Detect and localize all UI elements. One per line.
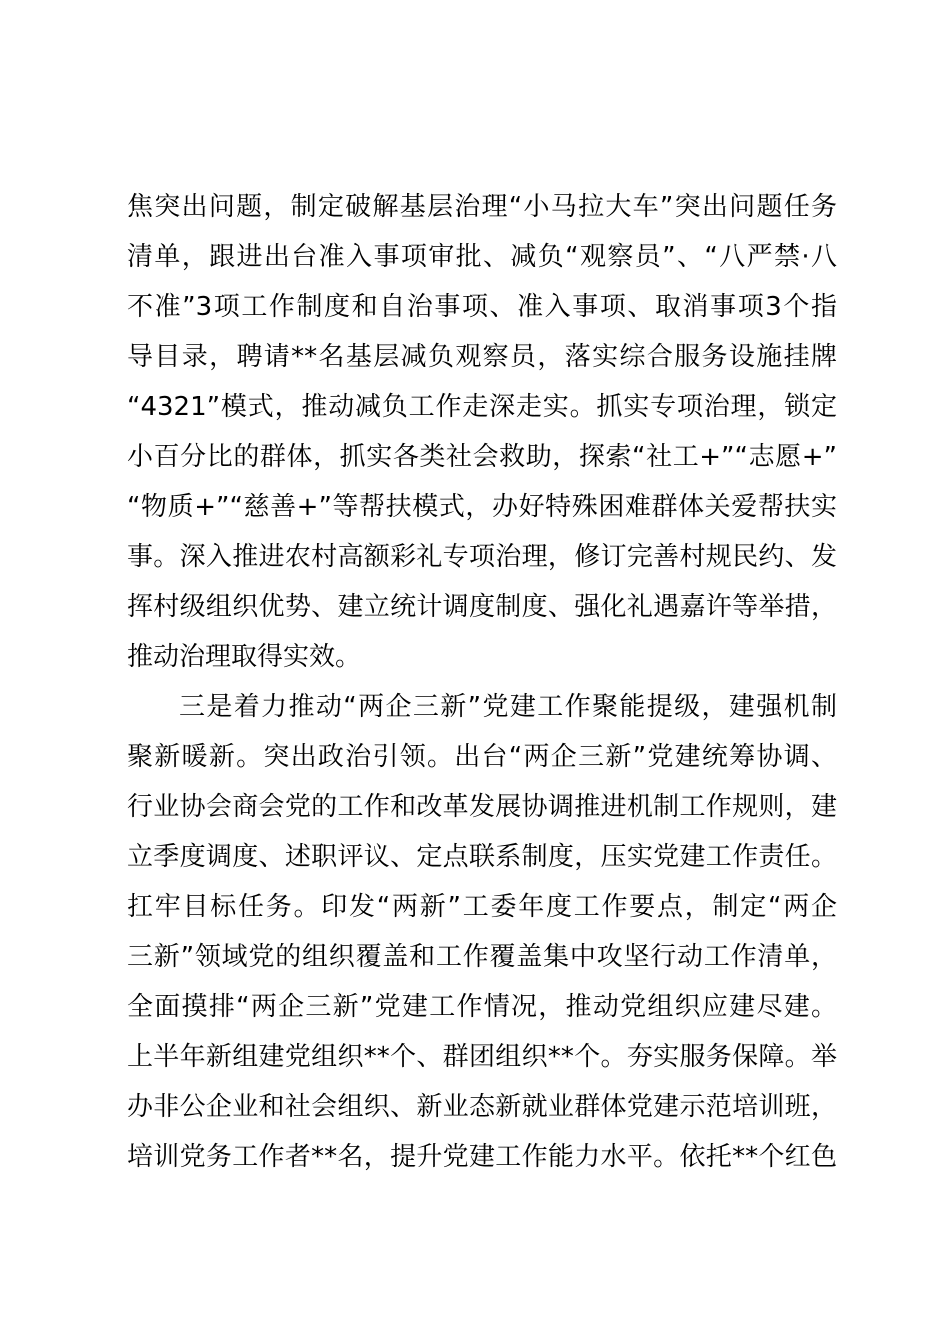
- text-line: 聚新暖新。突出政治引领。出台“两企三新”党建统筹协调、: [127, 742, 837, 772]
- text-line: 行业协会商会党的工作和改革发展协调推进机制工作规则，建: [127, 792, 837, 822]
- text-line: 挥村级组织优势、建立统计调度制度、强化礼遇嘉许等举措，: [127, 592, 837, 622]
- text-line: 三是着力推动“两企三新”党建工作聚能提级，建强机制: [179, 692, 837, 722]
- text-line: 办非公企业和社会组织、新业态新就业群体党建示范培训班，: [127, 1092, 837, 1122]
- text-line: 培训党务工作者**名，提升党建工作能力水平。依托**个红色: [127, 1142, 837, 1172]
- text-line: 焦突出问题，制定破解基层治理“小马拉大车”突出问题任务: [127, 192, 837, 222]
- text-line: 三新”领域党的组织覆盖和工作覆盖集中攻坚行动工作清单，: [127, 942, 837, 972]
- text-line: 小百分比的群体，抓实各类社会救助，探索“社工+”“志愿+”: [127, 442, 837, 472]
- text-line: 不准”3项工作制度和自治事项、准入事项、取消事项3个指: [127, 292, 837, 322]
- text-line: 全面摸排“两企三新”党建工作情况，推动党组织应建尽建。: [127, 992, 837, 1022]
- text-line: 立季度调度、述职评议、定点联系制度，压实党建工作责任。: [127, 842, 837, 872]
- text-line: 事。深入推进农村高额彩礼专项治理，修订完善村规民约、发: [127, 542, 837, 572]
- text-line: “物质+”“慈善+”等帮扶模式，办好特殊困难群体关爱帮扶实: [127, 492, 837, 522]
- paragraph-1: [127, 182, 837, 682]
- text-line: 导目录，聘请**名基层减负观察员，落实综合服务设施挂牌: [127, 342, 837, 372]
- text-line: 清单，跟进出台准入事项审批、减负“观察员”、“八严禁·八: [127, 242, 837, 272]
- text-line: 推动治理取得实效。: [127, 642, 362, 672]
- text-line: “4321”模式，推动减负工作走深走实。抓实专项治理，锁定: [127, 392, 837, 422]
- document-body: [127, 182, 837, 1182]
- text-line: 上半年新组建党组织**个、群团组织**个。夯实服务保障。举: [127, 1042, 837, 1072]
- text-line: 扛牢目标任务。印发“两新”工委年度工作要点，制定“两企: [127, 892, 837, 922]
- paragraph-2: [127, 682, 837, 1182]
